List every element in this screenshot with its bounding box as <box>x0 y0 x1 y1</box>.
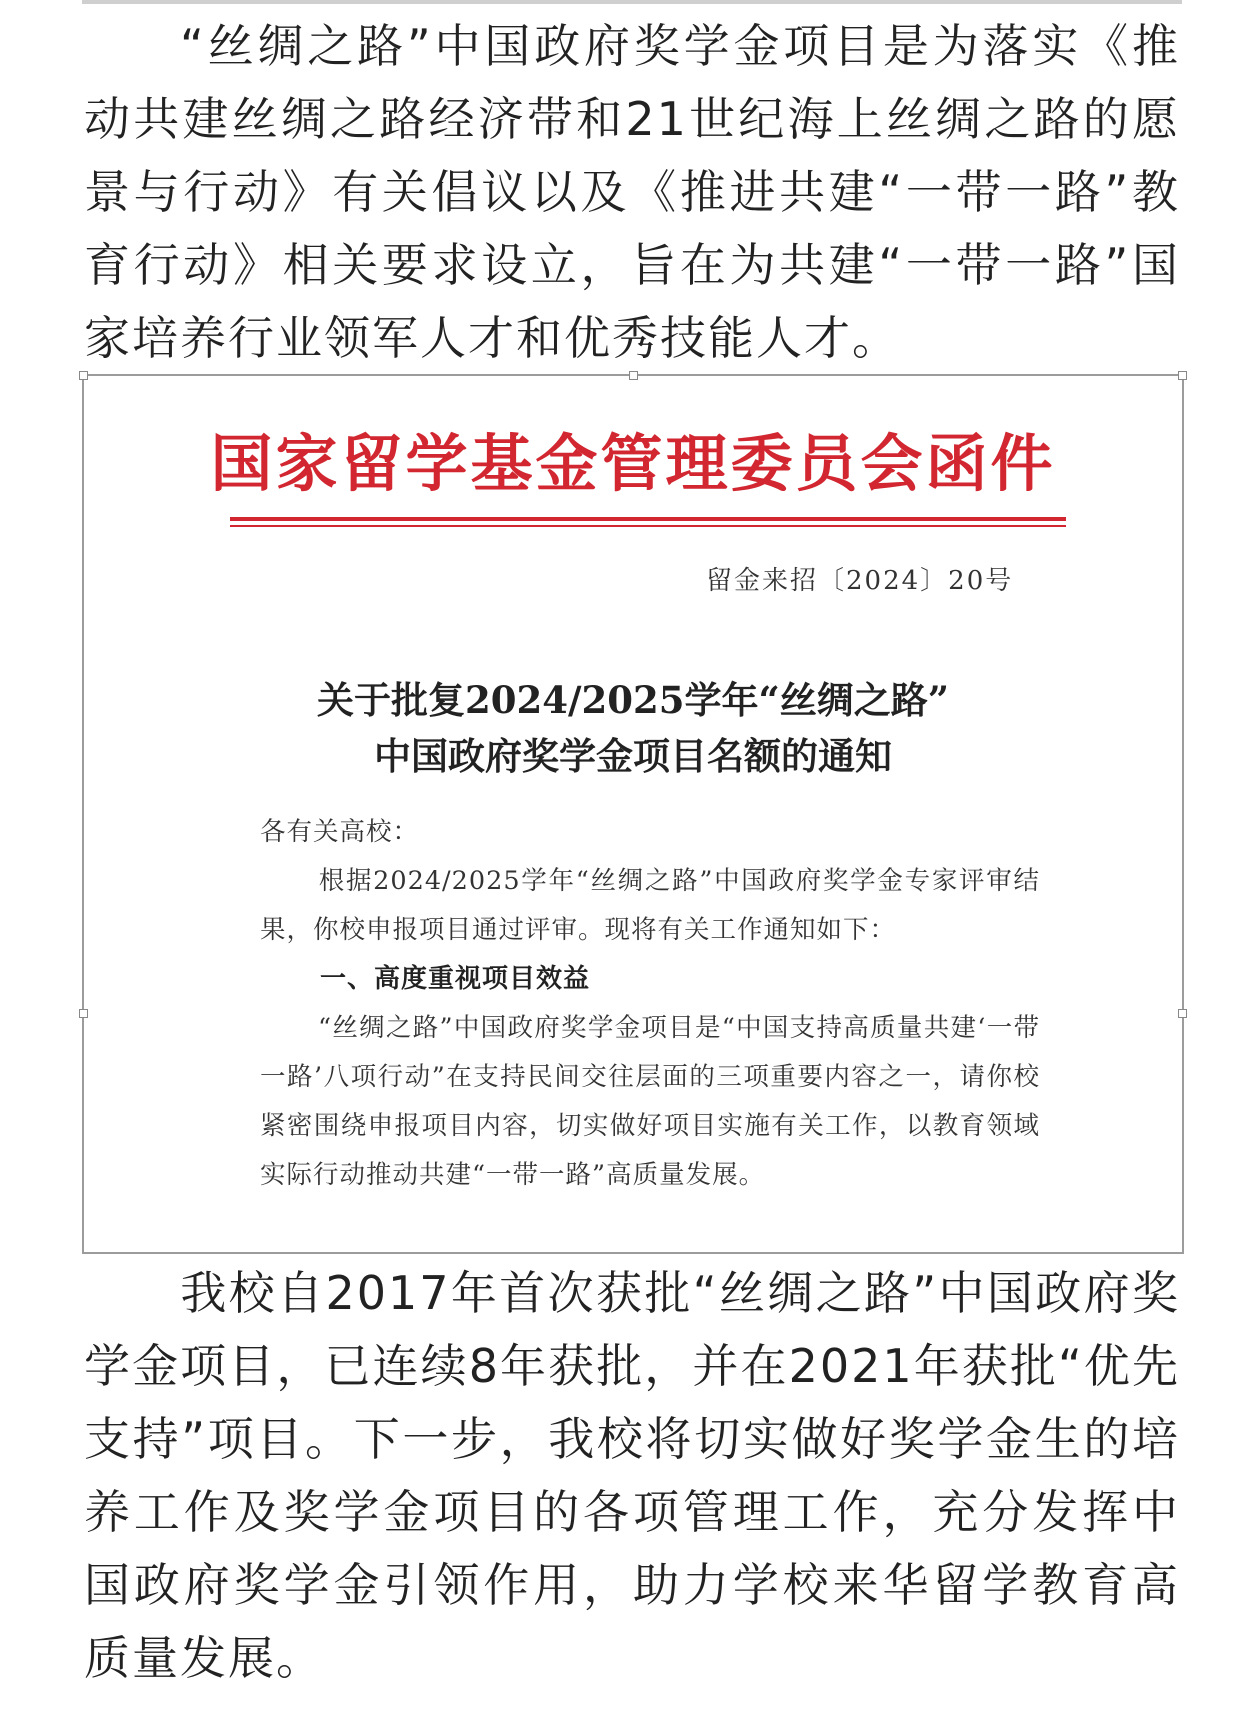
salutation: 各有关高校： <box>260 817 420 847</box>
resize-handle[interactable] <box>1178 371 1187 380</box>
intro-paragraph: “丝绸之路”中国政府奖学金项目是为落实《推动共建丝绸之路经济带和21世纪海上丝绸之路的愿景与行动》有关倡议以及《推进共建“一带一路”教育行动》相关要求设立，旨在为共建“一带一路”国家培养行业领军人才和优秀技能人才。 <box>84 19 1180 365</box>
document-title-line1: 关于批复2024/2025学年“丝绸之路” <box>316 678 950 722</box>
letterhead-rule <box>230 517 1066 521</box>
section-heading: 一、高度重视项目效益 <box>320 964 591 994</box>
resize-handle[interactable] <box>1178 1009 1187 1018</box>
document-paragraph: 根据2024/2025学年“丝绸之路”中国政府奖学金专家评审结果，你校申报项目通过评审。现将有关工作通知如下： <box>260 866 1040 945</box>
resize-handle[interactable] <box>79 371 88 380</box>
letterhead-rule <box>230 525 1066 527</box>
resize-handle[interactable] <box>629 371 638 380</box>
embedded-document-image <box>82 374 1184 1254</box>
document-title-line2: 中国政府奖学金项目名额的通知 <box>374 734 892 778</box>
document-number: 留金来招〔2024〕20号 <box>706 566 1014 596</box>
top-divider <box>82 0 1182 4</box>
document-paragraph: “丝绸之路”中国政府奖学金项目是“中国支持高质量共建‘一带一路’八项行动”在支持民间交往层面的三项重要内容之一，请你校紧密围绕申报项目内容，切实做好项目实施有关工作，以教育领域实际行动推动共建“一带一路”高质量发展。 <box>260 1013 1040 1190</box>
closing-paragraph: 我校自2017年首次获批“丝绸之路”中国政府奖学金项目，已连续8年获批，并在2021年获批“优先支持”项目。下一步，我校将切实做好奖学金生的培养工作及奖学金项目的各项管理工作，充分发挥中国政府奖学金引领作用，助力学校来华留学教育高质量发展。 <box>84 1266 1180 1685</box>
resize-handle[interactable] <box>79 1009 88 1018</box>
document-letterhead: 国家留学基金管理委员会函件 <box>210 427 1056 500</box>
